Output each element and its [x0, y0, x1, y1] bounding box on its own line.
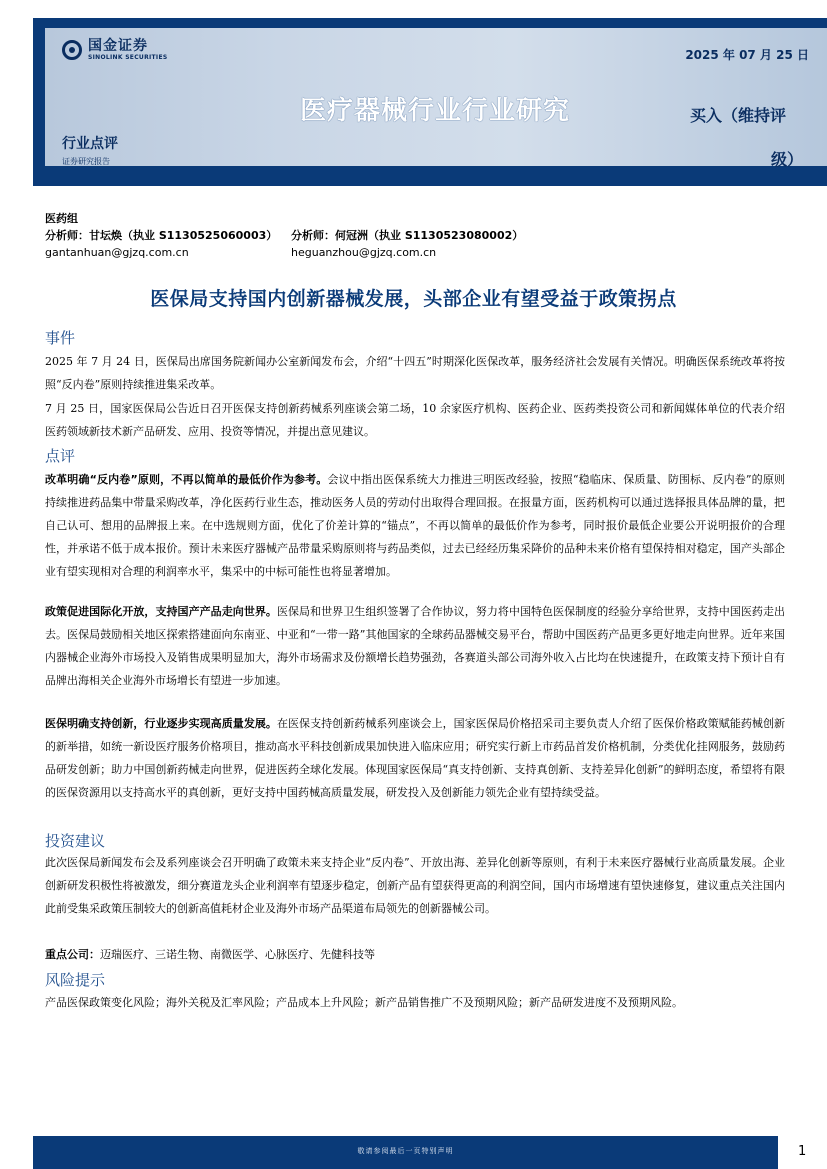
comment-p3-lead: 医保明确支持创新，行业逐步实现高质量发展。: [45, 717, 277, 730]
team-name: 医药组: [45, 212, 78, 225]
comment-paragraph-1: [45, 468, 785, 583]
section-title-event: 事件: [45, 329, 76, 347]
rating-line1: 买入（维持评: [690, 106, 787, 125]
report-title: 医疗器械行业行业研究: [300, 96, 571, 126]
analyst-block: [45, 210, 523, 261]
risk-paragraph: 产品医保政策变化风险；海外关税及汇率风险；产品成本上升风险；新产品销售推广不及预期风险；新产品研发进度不及预期风险。: [45, 996, 683, 1009]
key-companies: [45, 943, 785, 966]
logo-cn: 国金证券: [88, 38, 148, 54]
key-companies-label: 重点公司：: [45, 948, 100, 961]
key-companies-list: 迈瑞医疗、三诺生物、南微医学、心脉医疗、先健科技等: [100, 948, 375, 961]
comment-p2-body: 医保局和世界卫生组织签署了合作协议，努力将中国特色医保制度的经验分享给世界，支持中国医药走出去。医保局鼓励相关地区探索搭建面向东南亚、中亚和“一带一路”其他国家的全球药品器械交易平台，帮助中国医药产品更多更好地走向世界。近年来国内器械企业海外市场投入及销售成果明显加大，海外市场需求及份额增长趋势强劲，各赛道头部公司海外收入占比均在快速提升，在政策支持下预计自有品牌出海相关企业海外市场增长有望进一步加速。: [45, 605, 785, 687]
report-date: 2025 年 07 月 25 日: [685, 48, 809, 62]
comment-paragraph-3: [45, 712, 785, 804]
rating-line2: 级）: [770, 150, 803, 169]
section-title-risk: 风险提示: [45, 971, 106, 989]
analyst-1: 分析师：甘坛焕（执业 S1130525060003）: [45, 229, 278, 242]
comment-p1-body: 会议中指出医保系统大力推进三明医改经验，按照“稳临床、保质量、防围标、反内卷”的原则持续推进药品集中带量采购改革，净化医药行业生态，推动医务人员的劳动付出取得合理回报。在报量方面，医药机构可以通过选择报具体品牌的量，把自己认可、想用的品牌报上来。在中选规则方面，优化了价差计算的“锚点”，不再以简单的最低价作为参考，同时报价最低企业要公开说明报价的合理性，并承诺不低于成本报价。预计未来医疗器械产品带量采购原则将与药品类似，过去已经经历集采降价的品种未来价格有望保持相对稳定，国产头部企业有望实现相对合理的利润率水平，集采中的中标可能性也将显著增加。: [45, 473, 785, 578]
event-paragraph-1: 2025 年 7 月 24 日，医保局出席国务院新闻办公室新闻发布会，介绍“十四五”时期深化医保改革，服务经济社会发展有关情况。明确医保系统改革将按照“反内卷”原则持续推进集采改革。: [45, 355, 785, 391]
disclaimer-note: 敬请参阅最后一页特别声明: [357, 1147, 454, 1155]
rating: [690, 94, 825, 182]
logo-icon: [62, 40, 82, 60]
doc-subtitle: 证券研究报告: [62, 157, 110, 166]
comment-p2-lead: 政策促进国际化开放，支持国产产品走向世界。: [45, 605, 277, 618]
section-title-advice: 投资建议: [45, 832, 106, 850]
comment-paragraph-2: [45, 600, 785, 692]
company-logo: [62, 38, 167, 62]
logo-en: SINOLINK SECURITIES: [88, 54, 168, 61]
footer-bar: [33, 1136, 778, 1169]
comment-p3-body: 在医保支持创新药械系列座谈会上，国家医保局价格招采司主要负责人介绍了医保价格政策赋能药械创新的新举措，如统一新设医疗服务价格项目，推动高水平科技创新成果加快进入临床应用；研究实行新上市药品首发价格机制，分类优化挂网服务，鼓励药品研发创新；助力中国创新药械走向世界，促进医药全球化发展。体现国家医保局“真支持创新、支持真创新、支持差异化创新”的鲜明态度，希望将有限的医保资源用以支持高水平的真创新，更好支持中国药械高质量发展，研发投入及创新能力领先企业有望持续受益。: [45, 717, 785, 799]
advice-paragraph: 此次医保局新闻发布会及系列座谈会召开明确了政策未来支持企业“反内卷”、开放出海、差异化创新等原则，有利于未来医疗器械行业高质量发展。企业创新研发积极性将被激发，细分赛道龙头企业利润率有望逐步稳定，创新产品有望获得更高的利润空间，国内市场增速有望快速修复，建议重点关注国内此前受集采政策压制较大的创新高值耗材企业及海外市场产品渠道布局领先的创新器械公司。: [45, 856, 785, 915]
comment-p1-lead: 改革明确“反内卷”原则，不再以简单的最低价作为参考。: [45, 473, 328, 486]
doc-type: 行业点评: [62, 136, 118, 152]
section-title-comment: 点评: [45, 447, 76, 465]
article-headline: 医保局支持国内创新器械发展，头部企业有望受益于政策拐点: [150, 288, 677, 310]
analyst-2: 分析师：何冠洲（执业 S1130523080002）: [291, 229, 524, 242]
page-number: 1: [798, 1144, 807, 1159]
analyst-1-email[interactable]: gantanhuan@gjzq.com.cn: [45, 246, 189, 259]
analyst-2-email[interactable]: heguanzhou@gjzq.com.cn: [291, 246, 437, 259]
event-paragraph-2: 7 月 25 日，国家医保局公告近日召开医保支持创新药械系列座谈会第二场，10 余家医疗机构、医药企业、医药类投资公司和新闻媒体单位的代表介绍医药领域新技术新产品研发、应用、投资等情况，并提出意见建议。: [45, 402, 785, 438]
